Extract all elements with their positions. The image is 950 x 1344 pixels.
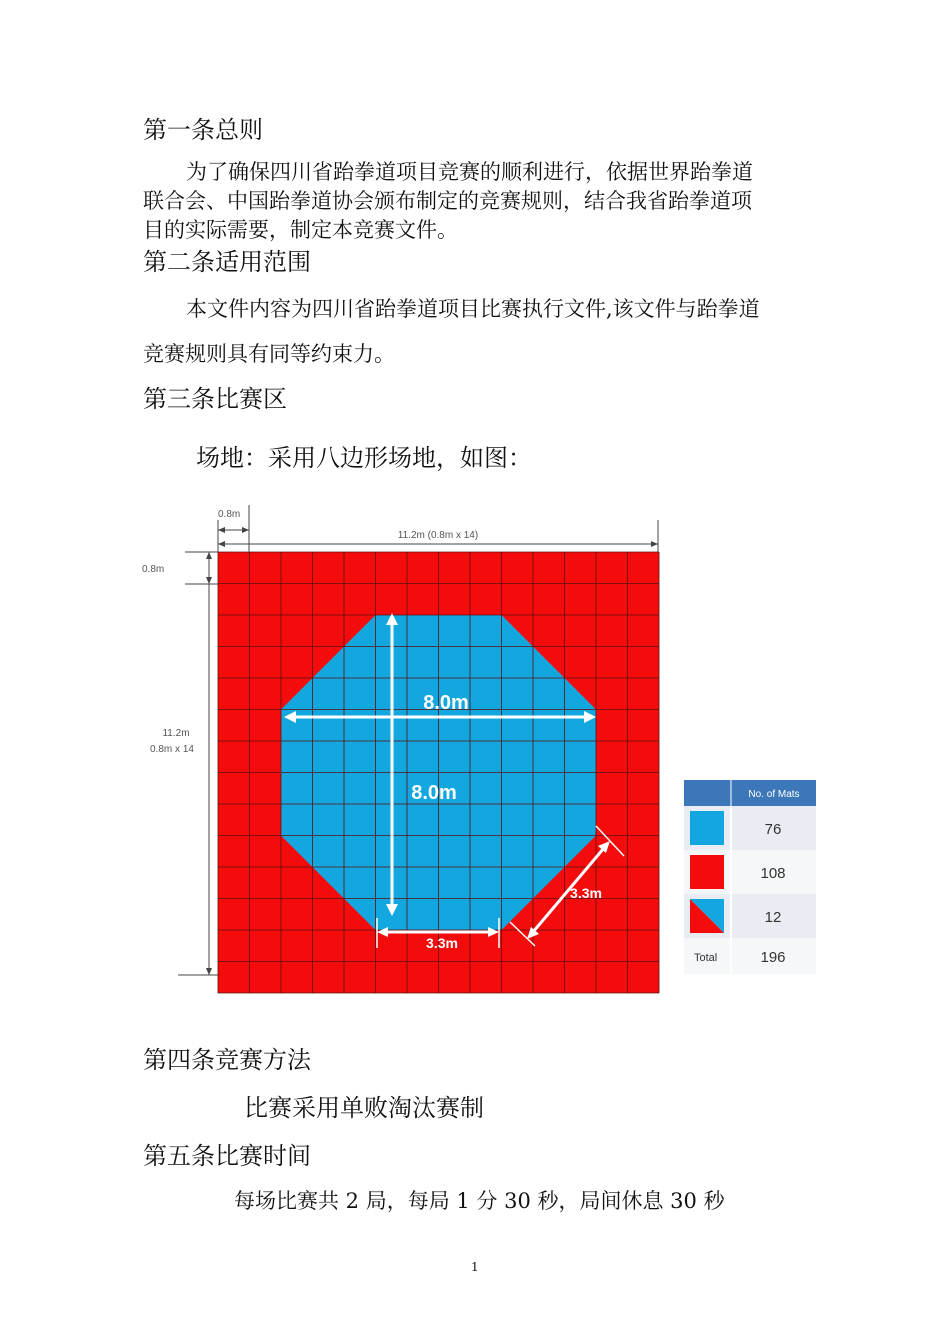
total-width-label: 11.2m (0.8m x 14)	[397, 530, 479, 541]
octagon-height-label: 8.0m	[411, 782, 457, 804]
legend-header: No. of Mats	[748, 789, 800, 800]
section-3-line: 场地：采用八边形场地，如图：	[196, 444, 532, 472]
legend-red-swatch	[690, 855, 724, 889]
octagon-width-label: 8.0m	[423, 692, 469, 714]
legend-value-blue: 76	[764, 821, 782, 838]
legend-blue-swatch	[690, 811, 724, 845]
bottom-edge-label: 3.3m	[426, 935, 458, 951]
section-5-line: 每场比赛共 2 局，每局 1 分 30 秒，局间休息 30 秒	[234, 1189, 725, 1213]
legend-value-red: 108	[760, 865, 786, 882]
section-5-heading: 第五条比赛时间	[143, 1142, 311, 1170]
mat-count-legend	[684, 780, 816, 974]
section-1-line-2: 联合会、中国跆拳道协会颁布制定的竞赛规则，结合我省跆拳道项	[143, 189, 752, 213]
total-height-sublabel: 0.8m x 14	[150, 744, 194, 755]
page-number: 1	[471, 1260, 479, 1274]
cell-width-label: 0.8m	[218, 509, 241, 520]
section-4-line: 比赛采用单败淘汰赛制	[244, 1094, 484, 1122]
section-1-line-1: 为了确保四川省跆拳道项目竞赛的顺利进行，依据世界跆拳道	[186, 160, 753, 184]
section-2-line-2: 竞赛规则具有同等约束力。	[143, 342, 395, 366]
total-height-label: 11.2m	[162, 728, 190, 739]
legend-value-split: 12	[764, 909, 782, 926]
section-2-line-1: 本文件内容为四川省跆拳道项目比赛执行文件,该文件与跆拳道	[186, 297, 760, 321]
legend-value-total: 196	[760, 949, 786, 966]
section-2-heading: 第二条适用范围	[143, 248, 311, 276]
section-1-heading: 第一条总则	[143, 116, 263, 144]
section-3-heading: 第三条比赛区	[143, 385, 287, 413]
diagonal-length-label: 3.3m	[570, 885, 602, 901]
cell-height-label: 0.8m	[142, 564, 165, 575]
section-4-heading: 第四条竞赛方法	[143, 1046, 311, 1074]
section-1-line-3: 目的实际需要，制定本竞赛文件。	[143, 218, 458, 242]
legend-total-label: Total	[694, 952, 718, 964]
